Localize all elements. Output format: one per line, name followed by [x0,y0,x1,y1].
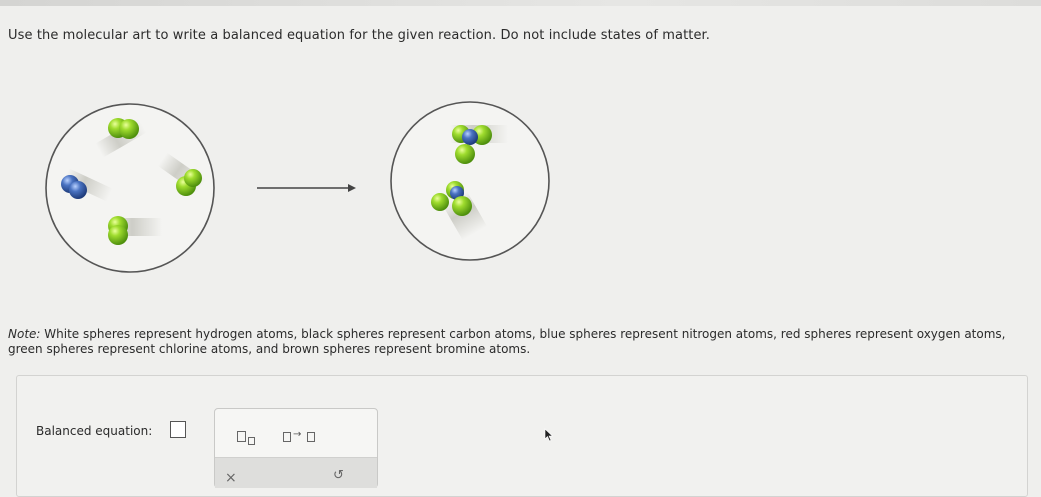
answer-panel [16,375,1028,497]
subscript-small-box-icon [248,437,255,445]
molecular-art [0,90,700,290]
arrow-glyph-icon: → [293,429,302,440]
clear-icon[interactable]: × [225,470,237,486]
balanced-equation-input[interactable] [170,421,186,438]
top-strip [0,0,1041,6]
question-instruction: Use the molecular art to write a balanced equation for the given reaction. Do not include states of matter. [8,28,711,43]
arrow-left-box-icon [283,432,291,442]
note-label: Note: [8,327,41,341]
equation-palette [214,408,378,488]
note-body: White spheres represent hydrogen atoms, black spheres represent carbon atoms, blue spheres represent nitrogen atoms, red spheres represent oxygen atoms, green spheres represent chlorine atoms, and brown spheres represent bromine atoms. [8,327,1006,356]
palette-action-bar [215,457,377,488]
note-text [8,327,1028,357]
reaction-arrow [257,184,356,192]
balanced-equation-label: Balanced equation: [36,424,153,438]
subscript-button[interactable] [237,429,259,445]
subscript-base-box-icon [237,431,246,442]
mouse-pointer-icon [544,428,554,442]
undo-icon[interactable]: ↺ [333,468,344,483]
arrow-right-box-icon [307,432,315,442]
reaction-arrow-button[interactable] [283,429,329,445]
